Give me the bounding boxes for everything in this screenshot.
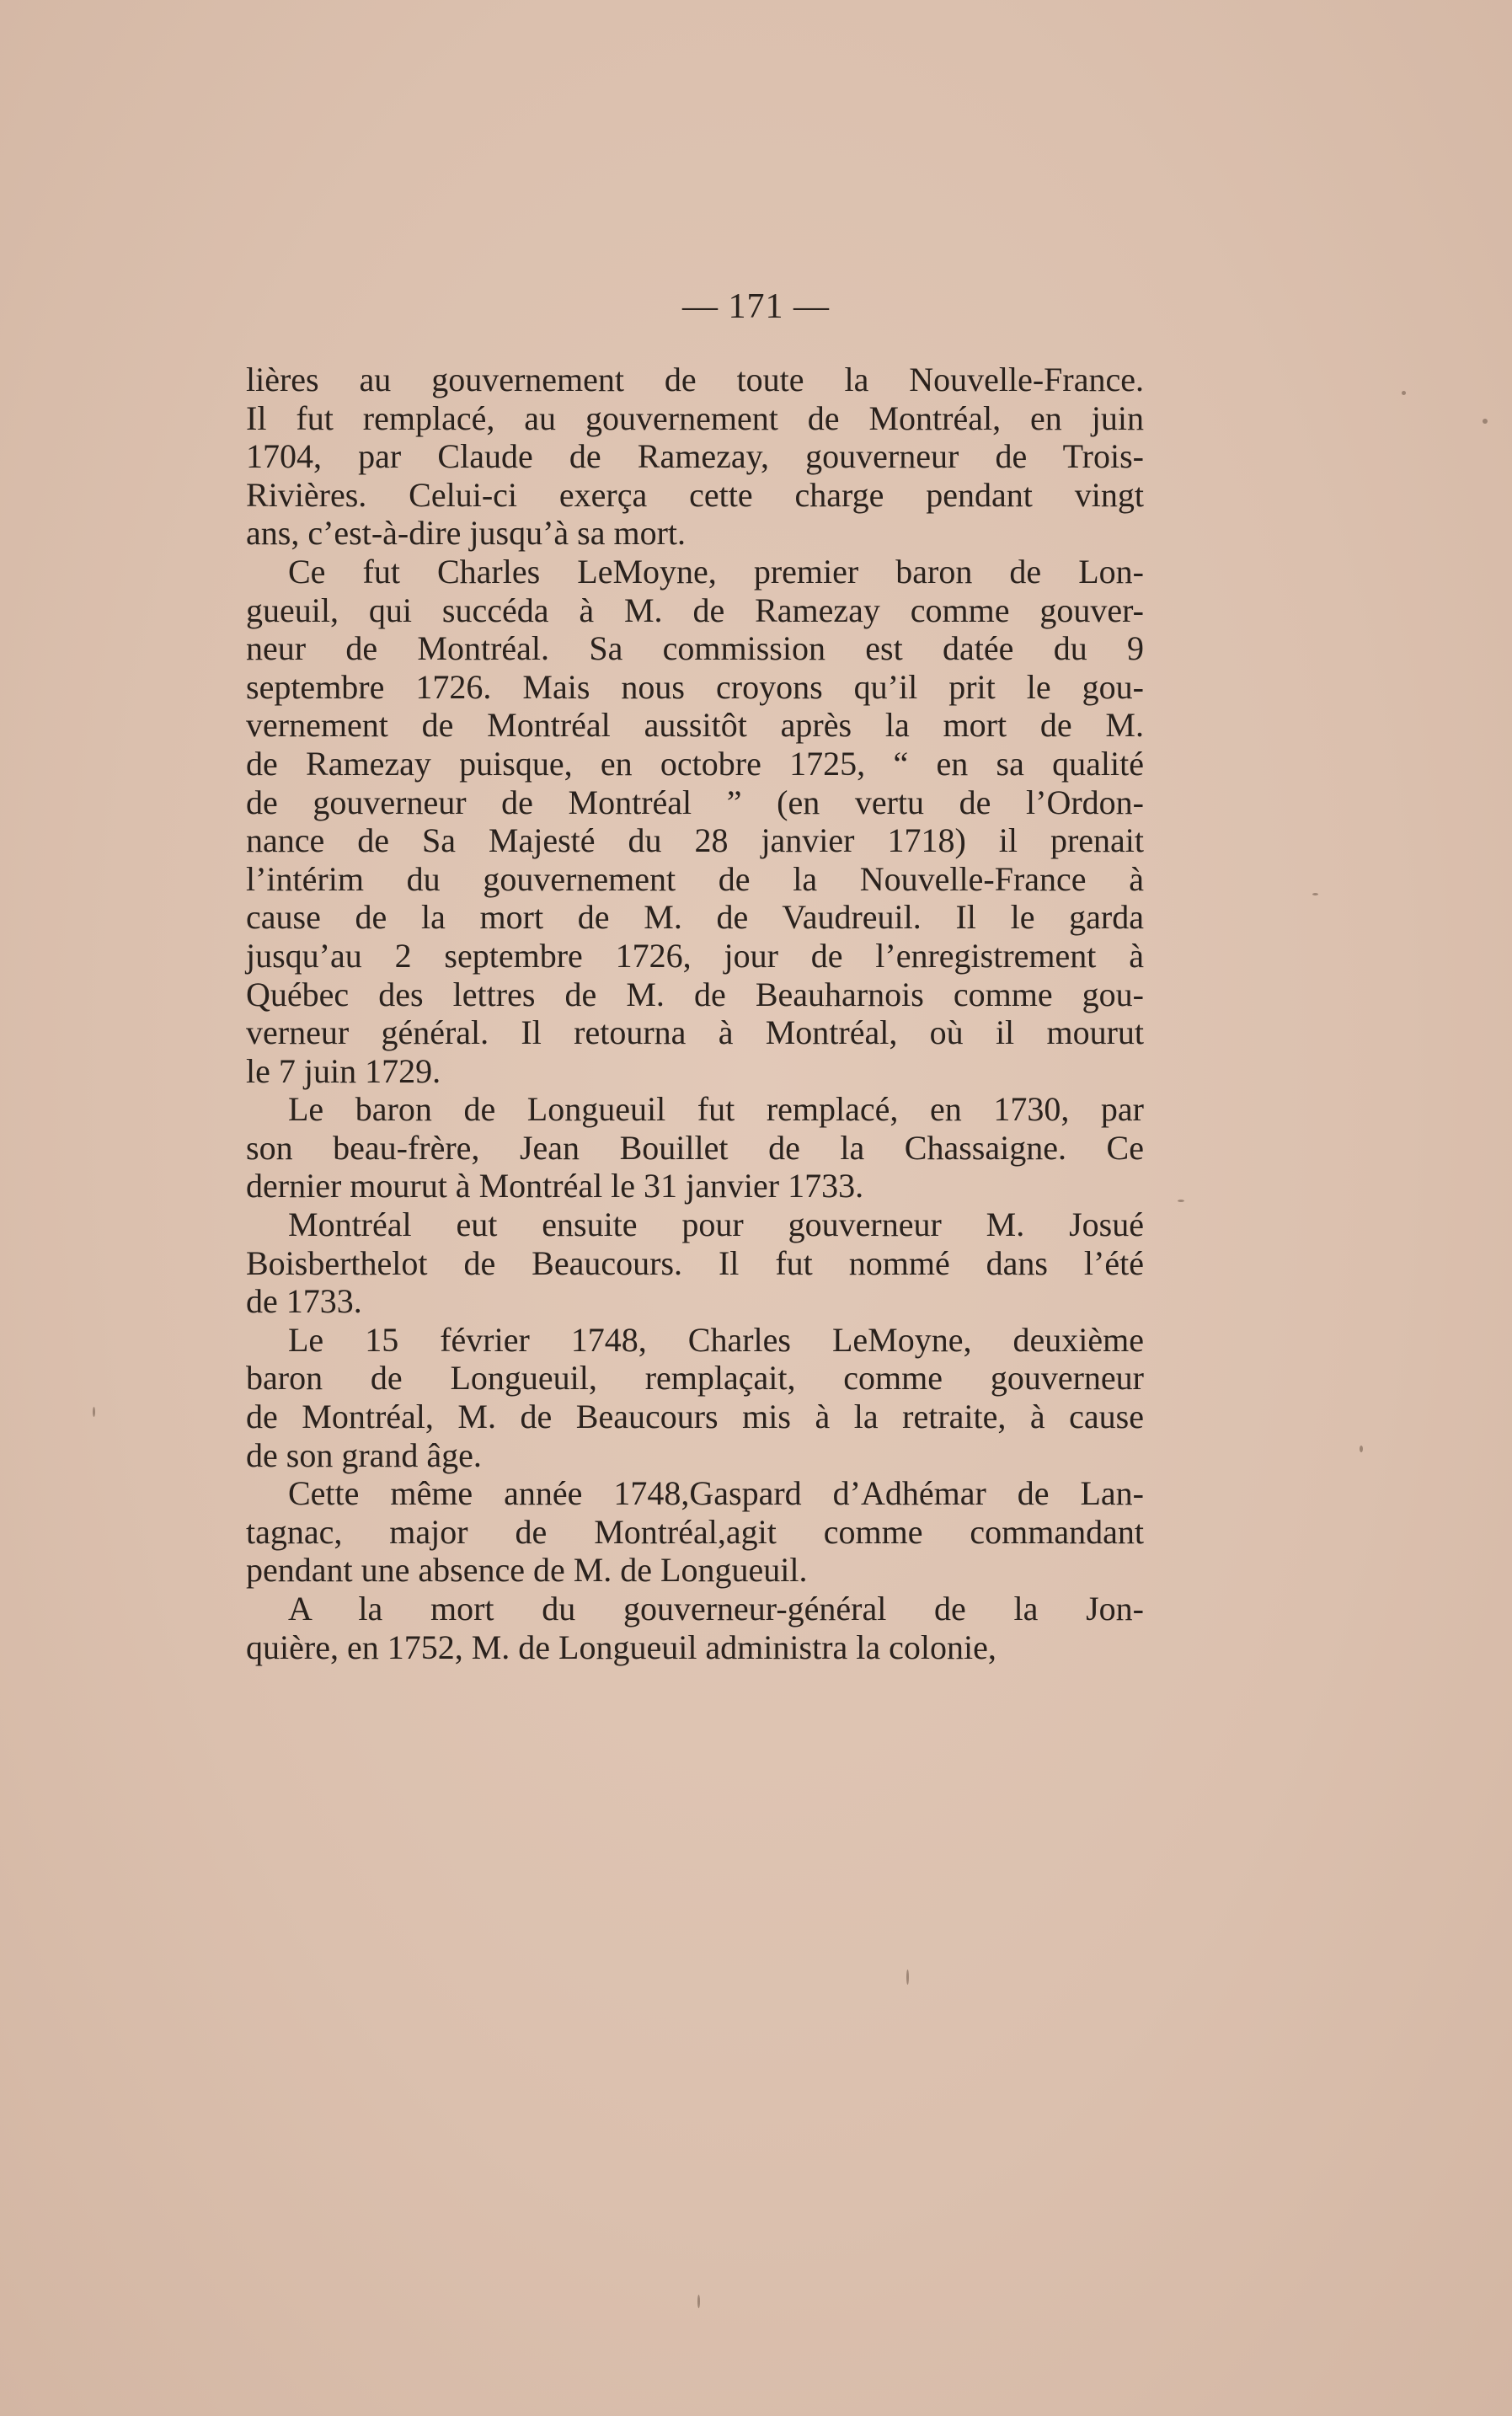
text-line: dernier mourut à Montréal le 31 janvier 1733. <box>246 1167 864 1205</box>
paper-speck <box>1312 893 1318 895</box>
text-line: de Montréal, M. de Beaucours mis à la retraite, à cause <box>246 1398 1144 1436</box>
text-line: tagnac, major de Montréal,agit comme commandant <box>246 1512 1144 1551</box>
paper-speck <box>93 1407 95 1417</box>
text-line: 1704, par Claude de Ramezay, gouverneur de Trois- <box>246 437 1144 476</box>
text-line: de son grand âge. <box>246 1435 482 1474</box>
paragraph <box>246 361 1144 553</box>
text-line: de 1733. <box>246 1282 362 1321</box>
text-line: jusqu’au 2 septembre 1726, jour de l’enregistrement à <box>246 936 1144 975</box>
paragraph <box>246 1321 1144 1474</box>
text-line: neur de Montréal. Sa commission est datée du 9 <box>246 629 1144 668</box>
paper-speck <box>1402 391 1406 395</box>
text-line: son beau-frère, Jean Bouillet de la Chassaigne. Ce <box>246 1128 1144 1167</box>
text-line: de Ramezay puisque, en octobre 1725, “ en sa qualité <box>246 744 1144 783</box>
paragraph <box>246 1090 1144 1205</box>
paragraph <box>246 1474 1144 1590</box>
text-line: Rivières. Celui-ci exerça cette charge pendant vingt <box>246 475 1144 514</box>
paper-speck <box>1178 1200 1184 1202</box>
text-line: de gouverneur de Montréal ” (en vertu de l’Ordon- <box>246 783 1144 821</box>
text-line: l’intérim du gouvernement de la Nouvelle-France à <box>246 859 1144 898</box>
text-line: Québec des lettres de M. de Beauharnois comme gou- <box>246 975 1144 1013</box>
text-line: nance de Sa Majesté du 28 janvier 1718) il prenait <box>246 821 1144 860</box>
paper-speck <box>906 1970 909 1985</box>
text-line: le 7 juin 1729. <box>246 1051 441 1090</box>
paragraph <box>246 553 1144 1090</box>
text-line: Ce fut Charles LeMoyne, premier baron de Lon- <box>288 552 1144 591</box>
paper-speck <box>1483 419 1488 424</box>
text-line: A la mort du gouverneur-général de la Jon- <box>288 1590 1144 1628</box>
text-line: quière, en 1752, M. de Longueuil administra la colonie, <box>246 1628 996 1666</box>
text-line: baron de Longueuil, remplaçait, comme gouverneur <box>246 1359 1144 1398</box>
page-number: — 171 — <box>682 287 830 326</box>
text-line: vernement de Montréal aussitôt après la mort de M. <box>246 706 1144 745</box>
paragraph <box>246 1590 1144 1666</box>
text-line: Boisberthelot de Beaucours. Il fut nommé dans l’été <box>246 1243 1144 1282</box>
paper-speck <box>697 2295 700 2308</box>
text-line: pendant une absence de M. de Longueuil. <box>246 1551 808 1590</box>
paper-speck <box>1360 1446 1363 1452</box>
text-line: Montréal eut ensuite pour gouverneur M. Josué <box>288 1205 1144 1244</box>
paragraph <box>246 1205 1144 1321</box>
text-line: verneur général. Il retourna à Montréal, où il mourut <box>246 1013 1144 1052</box>
text-line: ans, c’est-à-dire jusqu’à sa mort. <box>246 514 687 553</box>
text-line: septembre 1726. Mais nous croyons qu’il prit le gou- <box>246 667 1144 706</box>
text-line: lières au gouvernement de toute la Nouvelle-France. <box>246 361 1144 398</box>
text-line: Le 15 février 1748, Charles LeMoyne, deuxième <box>288 1320 1144 1359</box>
text-line: Il fut remplacé, au gouvernement de Montréal, en juin <box>246 398 1144 437</box>
text-line: cause de la mort de M. de Vaudreuil. Il le garda <box>246 898 1144 937</box>
body-text <box>246 361 1144 1666</box>
text-line: gueuil, qui succéda à M. de Ramezay comme gouver- <box>246 591 1144 629</box>
text-line: Le baron de Longueuil fut remplacé, en 1730, par <box>288 1090 1144 1129</box>
text-line: Cette même année 1748,Gaspard d’Adhémar de Lan- <box>288 1474 1144 1513</box>
